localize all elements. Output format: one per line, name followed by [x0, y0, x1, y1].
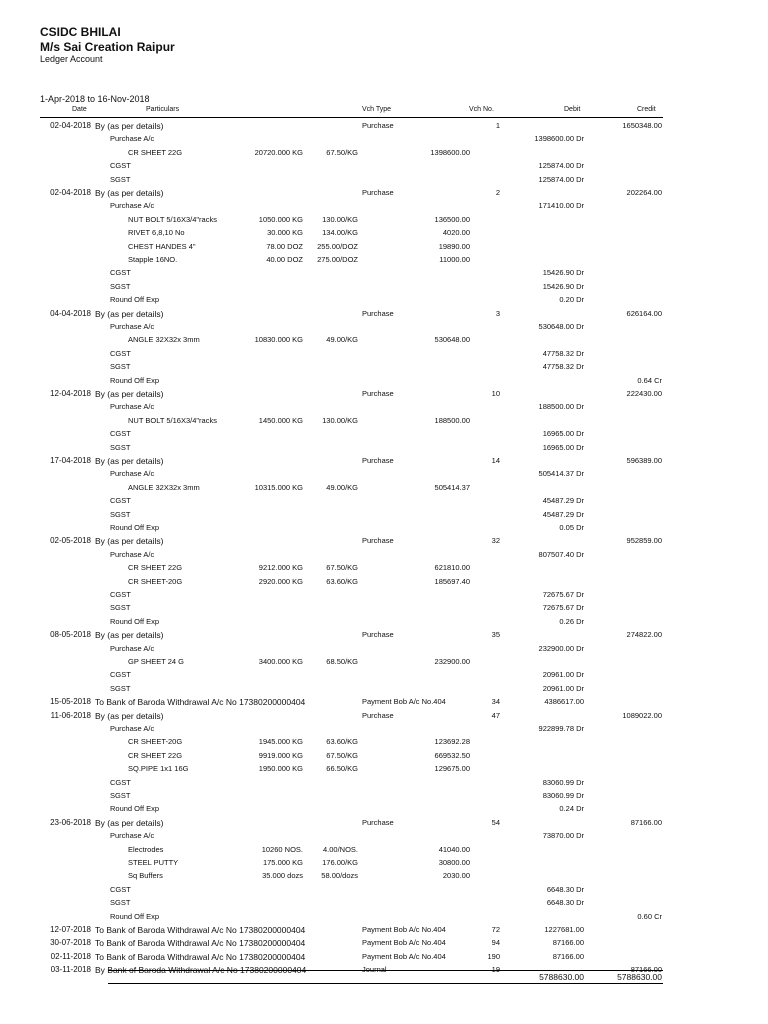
cell-part: By (as per details): [95, 817, 164, 828]
cell-date: 02-04-2018: [50, 121, 91, 130]
cell-part: SGST: [110, 174, 131, 184]
cell-qty: 40.00 DOZ: [266, 255, 303, 264]
cell-vno: 34: [491, 697, 500, 707]
ledger-detail-row: [0, 241, 768, 254]
cell-date: 03-11-2018: [50, 965, 91, 975]
ledger-voucher-row: [0, 187, 768, 200]
company-name: CSIDC BHILAI: [40, 25, 121, 39]
cell-dr: 20961.00 Dr: [542, 670, 584, 680]
cell-part: CGST: [110, 590, 131, 599]
cell-vtype: Payment Bob A/c No.404: [362, 925, 446, 934]
cell-part: Sq Buffers: [128, 871, 163, 881]
ledger-detail-row: [0, 267, 768, 280]
ledger-detail-row: [0, 495, 768, 508]
cell-vtype: Purchase: [362, 456, 394, 465]
cell-vno: 3: [495, 308, 500, 318]
cell-part: Purchase A/c: [110, 831, 155, 841]
ledger-detail-row: [0, 616, 768, 629]
cell-part: SGST: [110, 683, 131, 693]
cell-part: NUT BOLT 5/16X3/4"racks: [128, 415, 217, 425]
ledger-voucher-row: [0, 951, 768, 964]
cell-cr: 202264.00: [626, 188, 662, 197]
cell-dr: 72675.67 Dr: [542, 590, 584, 599]
cell-part: CR SHEET 22G: [128, 147, 183, 157]
cell-qty: 3400.000 KG: [258, 657, 303, 666]
cell-part: Purchase A/c: [110, 469, 155, 479]
cell-date: 02-05-2018: [50, 536, 91, 546]
cell-part: NUT BOLT 5/16X3/4"racks: [128, 214, 217, 224]
cell-part: Round Off Exp: [110, 295, 160, 305]
cell-vtype: Payment Bob A/c No.404: [362, 697, 446, 707]
cell-part: By (as per details): [95, 630, 164, 641]
cell-qty: 10260 NOS.: [261, 844, 303, 854]
totals-rule-top: [108, 970, 663, 971]
cell-rate: 67.50/KG: [326, 147, 358, 157]
ledger-voucher-row: [0, 696, 768, 709]
cell-amt: 129675.00: [434, 764, 470, 774]
ledger-detail-row: [0, 589, 768, 602]
report-period: 1-Apr-2018 to 16-Nov-2018: [40, 94, 150, 104]
cell-vtype: Journal: [362, 965, 387, 975]
cell-vno: 32: [491, 536, 500, 546]
ledger-detail-row: [0, 683, 768, 696]
cell-vno: 94: [491, 938, 500, 948]
ledger-detail-row: [0, 897, 768, 910]
cell-part: CR SHEET-20G: [128, 576, 183, 586]
ledger-voucher-row: [0, 120, 768, 133]
cell-part: Purchase A/c: [110, 201, 155, 211]
cell-part: Round Off Exp: [110, 375, 160, 385]
col-debit: Debit: [564, 106, 581, 113]
cell-rate: 63.60/KG: [326, 737, 358, 747]
ledger-detail-row: [0, 884, 768, 897]
cell-qty: 2920.000 KG: [258, 576, 303, 586]
cell-rate: 134.00/KG: [322, 228, 358, 238]
cell-qty: 20720.000 KG: [254, 147, 303, 157]
cell-part: Round Off Exp: [110, 804, 160, 814]
cell-vno: 54: [491, 817, 500, 827]
cell-rate: 130.00/KG: [322, 214, 358, 224]
ledger-detail-row: [0, 549, 768, 562]
cell-part: To Bank of Baroda Withdrawal A/c No 17380200000404: [95, 697, 306, 708]
cell-dr: 4386617.00: [544, 697, 584, 707]
cell-dr: 83060.99 Dr: [542, 777, 584, 787]
cell-date: 23-06-2018: [50, 817, 91, 827]
cell-dr: 232900.00 Dr: [538, 643, 584, 653]
cell-dr: 0.24 Dr: [559, 804, 584, 814]
cell-qty: 1050.000 KG: [258, 214, 303, 224]
ledger-voucher-row: [0, 308, 768, 321]
cell-rate: 275.00/DOZ: [317, 255, 358, 264]
cell-amt: 1398600.00: [430, 147, 470, 157]
cell-cr: 87166.00: [630, 817, 662, 827]
cell-dr: 6648.30 Dr: [546, 898, 584, 908]
cell-dr: 83060.99 Dr: [542, 791, 584, 800]
ledger-detail-row: [0, 750, 768, 763]
ledger-detail-row: [0, 562, 768, 575]
cell-date: 30-07-2018: [50, 938, 91, 948]
cell-amt: 19890.00: [438, 241, 470, 251]
ledger-voucher-row: [0, 455, 768, 468]
cell-amt: 4020.00: [442, 228, 470, 238]
cell-cr: 1650348.00: [622, 121, 662, 130]
ledger-detail-row: [0, 160, 768, 173]
cell-part: By Bank of Baroda Withdrawal A/c No 17380200000404: [95, 965, 307, 976]
ledger-voucher-row: [0, 937, 768, 950]
cell-qty: 1945.000 KG: [258, 737, 303, 747]
cell-part: By (as per details): [95, 308, 164, 319]
ledger-detail-row: [0, 763, 768, 776]
ledger-detail-row: [0, 375, 768, 388]
cell-part: Electrodes: [128, 844, 164, 854]
cell-dr: 16965.00 Dr: [542, 429, 584, 439]
cell-dr: 45487.29 Dr: [542, 509, 584, 519]
ledger-detail-row: [0, 361, 768, 374]
cell-rate: 130.00/KG: [322, 415, 358, 425]
cell-amt: 621810.00: [434, 563, 470, 573]
cell-vtype: Purchase: [362, 630, 394, 640]
ledger-detail-row: [0, 468, 768, 481]
cell-amt: 41040.00: [438, 844, 470, 854]
cell-dr: 87166.00: [552, 951, 584, 961]
cell-part: Purchase A/c: [110, 322, 155, 331]
ledger-detail-row: [0, 643, 768, 656]
ledger-detail-row: [0, 254, 768, 267]
cell-dr: 20961.00 Dr: [542, 683, 584, 693]
cell-vtype: Payment Bob A/c No.404: [362, 951, 446, 961]
cell-qty: 10830.000 KG: [254, 335, 303, 345]
cell-vno: 14: [491, 456, 500, 465]
cell-part: To Bank of Baroda Withdrawal A/c No 17380200000404: [95, 938, 306, 949]
cell-rate: 63.60/KG: [326, 576, 358, 586]
cell-part: STEEL PUTTY: [128, 858, 179, 867]
cell-part: SGST: [110, 281, 131, 291]
cell-amt: 185697.40: [434, 576, 470, 586]
cell-amt: 123692.28: [434, 737, 470, 747]
cell-dr: 0.20 Dr: [559, 295, 584, 305]
cell-part: SGST: [110, 362, 131, 372]
cell-dr: 45487.29 Dr: [542, 496, 584, 506]
ledger-detail-row: [0, 576, 768, 589]
report-subtitle: Ledger Account: [40, 54, 103, 64]
cell-qty: 1950.000 KG: [258, 764, 303, 774]
cell-rate: 67.50/KG: [326, 563, 358, 573]
cell-qty: 30.000 KG: [267, 228, 303, 238]
cell-date: 12-07-2018: [50, 925, 91, 934]
col-vch-no: Vch No.: [469, 106, 494, 113]
cell-dr: 0.05 Dr: [559, 523, 584, 532]
cell-part: SGST: [110, 442, 131, 452]
cell-part: CR SHEET 22G: [128, 750, 183, 760]
ledger-detail-row: [0, 174, 768, 187]
cell-part: By (as per details): [95, 188, 164, 198]
cell-rate: 176.00/KG: [322, 858, 358, 867]
ledger-detail-row: [0, 401, 768, 414]
ledger-detail-row: [0, 348, 768, 361]
ledger-detail-row: [0, 442, 768, 455]
cell-part: SGST: [110, 509, 131, 519]
cell-part: CR SHEET-20G: [128, 737, 183, 747]
cell-qty: 10315.000 KG: [254, 482, 303, 492]
ledger-detail-row: [0, 736, 768, 749]
ledger-detail-row: [0, 911, 768, 924]
ledger-detail-row: [0, 214, 768, 227]
ledger-voucher-row: [0, 629, 768, 642]
cell-dr: 73870.00 Dr: [542, 831, 584, 841]
cell-rate: 68.50/KG: [326, 657, 358, 666]
cell-qty: 175.000 KG: [262, 858, 303, 867]
cell-cr: 952859.00: [626, 536, 662, 546]
ledger-voucher-row: [0, 924, 768, 937]
cell-dr: 922899.78 Dr: [538, 724, 584, 733]
cell-part: RIVET 6,8,10 No: [128, 228, 185, 238]
cell-part: To Bank of Baroda Withdrawal A/c No 17380200000404: [95, 951, 306, 962]
ledger-detail-row: [0, 723, 768, 736]
cell-amt: 2030.00: [442, 871, 470, 881]
cell-rate: 49.00/KG: [326, 335, 358, 345]
cell-dr: 125874.00 Dr: [538, 161, 584, 171]
ledger-detail-row: [0, 133, 768, 146]
cell-rate: 49.00/KG: [326, 482, 358, 492]
cell-part: By (as per details): [95, 121, 164, 131]
ledger-detail-row: [0, 602, 768, 615]
cell-cr: 626164.00: [626, 308, 662, 318]
cell-qty: 78.00 DOZ: [266, 241, 303, 251]
ledger-detail-row: [0, 321, 768, 334]
ledger-detail-row: [0, 777, 768, 790]
cell-vtype: Purchase: [362, 389, 394, 398]
cell-cr: 1089022.00: [622, 710, 662, 720]
ledger-detail-row: [0, 294, 768, 307]
cell-vno: 72: [491, 925, 500, 934]
ledger-detail-row: [0, 830, 768, 843]
cell-part: CGST: [110, 429, 131, 439]
ledger-detail-row: [0, 281, 768, 294]
cell-cr: 87166.00: [630, 965, 662, 975]
cell-part: Purchase A/c: [110, 549, 155, 559]
cell-qty: 1450.000 KG: [258, 415, 303, 425]
cell-part: Round Off Exp: [110, 523, 160, 532]
cell-dr: 0.26 Dr: [559, 616, 584, 626]
cell-date: 04-04-2018: [50, 308, 91, 318]
cell-vno: 1: [495, 121, 500, 130]
cell-dr: 47758.32 Dr: [542, 362, 584, 372]
ledger-voucher-row: [0, 535, 768, 548]
cell-part: SGST: [110, 791, 131, 800]
cell-cr: 0.64 Cr: [637, 375, 662, 385]
cell-part: Round Off Exp: [110, 911, 160, 921]
cell-dr: 47758.32 Dr: [542, 348, 584, 358]
cell-part: CR SHEET 22G: [128, 563, 183, 573]
cell-date: 02-11-2018: [50, 951, 91, 961]
cell-dr: 1227681.00: [544, 925, 584, 934]
cell-amt: 11000.00: [439, 255, 470, 264]
cell-part: ANGLE 32X32x 3mm: [128, 335, 200, 345]
cell-part: CGST: [110, 496, 131, 506]
cell-vtype: Purchase: [362, 308, 394, 318]
cell-cr: 222430.00: [626, 389, 662, 398]
cell-rate: 67.50/KG: [326, 750, 358, 760]
ledger-voucher-row: [0, 710, 768, 723]
cell-dr: 505414.37 Dr: [538, 469, 584, 479]
ledger-detail-row: [0, 415, 768, 428]
ledger-detail-row: [0, 844, 768, 857]
cell-part: Purchase A/c: [110, 402, 155, 412]
cell-qty: 35.000 dozs: [262, 871, 303, 881]
cell-vtype: Purchase: [362, 710, 394, 720]
cell-part: To Bank of Baroda Withdrawal A/c No 17380200000404: [95, 925, 306, 935]
cell-amt: 669532.50: [434, 750, 470, 760]
cell-date: 15-05-2018: [50, 697, 91, 707]
ledger-detail-row: [0, 656, 768, 669]
cell-part: CGST: [110, 884, 131, 894]
cell-vtype: Payment Bob A/c No.404: [362, 938, 446, 948]
col-vch-type: Vch Type: [362, 106, 392, 113]
cell-rate: 255.00/DOZ: [317, 241, 358, 251]
cell-amt: 530648.00: [434, 335, 470, 345]
cell-part: By (as per details): [95, 536, 164, 547]
cell-cr: 274822.00: [626, 630, 662, 640]
cell-vtype: Purchase: [362, 536, 394, 546]
ledger-detail-row: [0, 227, 768, 240]
cell-vtype: Purchase: [362, 188, 394, 197]
ledger-detail-row: [0, 482, 768, 495]
cell-part: CGST: [110, 348, 131, 358]
cell-date: 17-04-2018: [50, 456, 91, 465]
ledger-detail-row: [0, 509, 768, 522]
ledger-detail-row: [0, 870, 768, 883]
cell-amt: 136500.00: [434, 214, 470, 224]
cell-amt: 232900.00: [434, 657, 470, 666]
cell-part: Purchase A/c: [110, 134, 155, 144]
cell-rate: 58.00/dozs: [321, 871, 358, 881]
cell-qty: 9919.000 KG: [258, 750, 303, 760]
totals-rule-bottom: [108, 983, 663, 984]
cell-dr: 171410.00 Dr: [538, 201, 584, 211]
cell-part: Purchase A/c: [110, 643, 155, 653]
cell-vno: 2: [495, 188, 500, 197]
cell-dr: 16965.00 Dr: [542, 442, 584, 452]
cell-part: ANGLE 32X32x 3mm: [128, 482, 200, 492]
cell-cr: 596389.00: [626, 456, 662, 465]
ledger-detail-row: [0, 857, 768, 870]
ledger-detail-row: [0, 790, 768, 803]
cell-dr: 1398600.00 Dr: [534, 134, 584, 144]
cell-vtype: Purchase: [362, 817, 394, 827]
ledger-detail-row: [0, 334, 768, 347]
cell-part: CGST: [110, 777, 131, 787]
ledger-detail-row: [0, 803, 768, 816]
cell-dr: 15426.90 Dr: [542, 268, 584, 278]
ledger-voucher-row: [0, 817, 768, 830]
cell-vtype: Purchase: [362, 121, 394, 130]
cell-part: CHEST HANDES 4": [128, 241, 196, 251]
cell-date: 11-06-2018: [50, 710, 91, 720]
header-rule: [40, 117, 663, 118]
cell-vno: 35: [491, 630, 500, 640]
ledger-detail-row: [0, 428, 768, 441]
cell-cr: 0.60 Cr: [637, 911, 662, 921]
ledger-detail-row: [0, 522, 768, 535]
cell-dr: 15426.90 Dr: [542, 281, 584, 291]
cell-part: CGST: [110, 268, 131, 278]
total-credit: 5788630.00: [617, 972, 662, 982]
ledger-detail-row: [0, 200, 768, 213]
cell-dr: 530648.00 Dr: [538, 322, 584, 331]
cell-part: SGST: [110, 603, 131, 613]
cell-amt: 30800.00: [438, 858, 470, 867]
cell-vno: 47: [491, 710, 500, 720]
cell-part: Round Off Exp: [110, 616, 160, 626]
cell-dr: 6648.30 Dr: [546, 884, 584, 894]
cell-part: By (as per details): [95, 710, 164, 721]
ledger-detail-row: [0, 147, 768, 160]
cell-vno: 19: [491, 965, 500, 975]
col-particulars: Particulars: [146, 106, 180, 113]
ledger-detail-row: [0, 669, 768, 682]
cell-part: SQ.PIPE 1x1 16G: [128, 764, 189, 774]
cell-rate: 4.00/NOS.: [322, 844, 358, 854]
party-name: M/s Sai Creation Raipur: [40, 40, 175, 54]
cell-amt: 505414.37: [434, 482, 470, 492]
cell-vno: 10: [491, 389, 500, 398]
cell-date: 08-05-2018: [50, 630, 91, 640]
cell-part: Purchase A/c: [110, 724, 155, 733]
cell-part: By (as per details): [95, 389, 164, 399]
col-credit: Credit: [637, 106, 656, 113]
cell-date: 02-04-2018: [50, 188, 91, 197]
cell-rate: 66.50/KG: [326, 764, 358, 774]
cell-dr: 125874.00 Dr: [538, 174, 584, 184]
col-date: Date: [72, 106, 87, 113]
total-debit: 5788630.00: [539, 972, 584, 982]
cell-dr: 87166.00: [552, 938, 584, 948]
cell-dr: 188500.00 Dr: [538, 402, 584, 412]
cell-part: By (as per details): [95, 456, 164, 466]
cell-dr: 807507.40 Dr: [538, 549, 584, 559]
cell-part: CGST: [110, 161, 131, 171]
cell-part: CGST: [110, 670, 131, 680]
cell-part: GP SHEET 24 G: [128, 657, 184, 666]
cell-qty: 9212.000 KG: [258, 563, 303, 573]
ledger-voucher-row: [0, 388, 768, 401]
cell-vno: 190: [487, 951, 500, 961]
cell-amt: 188500.00: [434, 415, 470, 425]
cell-date: 12-04-2018: [50, 389, 91, 398]
cell-dr: 72675.67 Dr: [542, 603, 584, 613]
cell-part: SGST: [110, 898, 131, 908]
cell-part: Stapple 16NO.: [128, 255, 178, 264]
